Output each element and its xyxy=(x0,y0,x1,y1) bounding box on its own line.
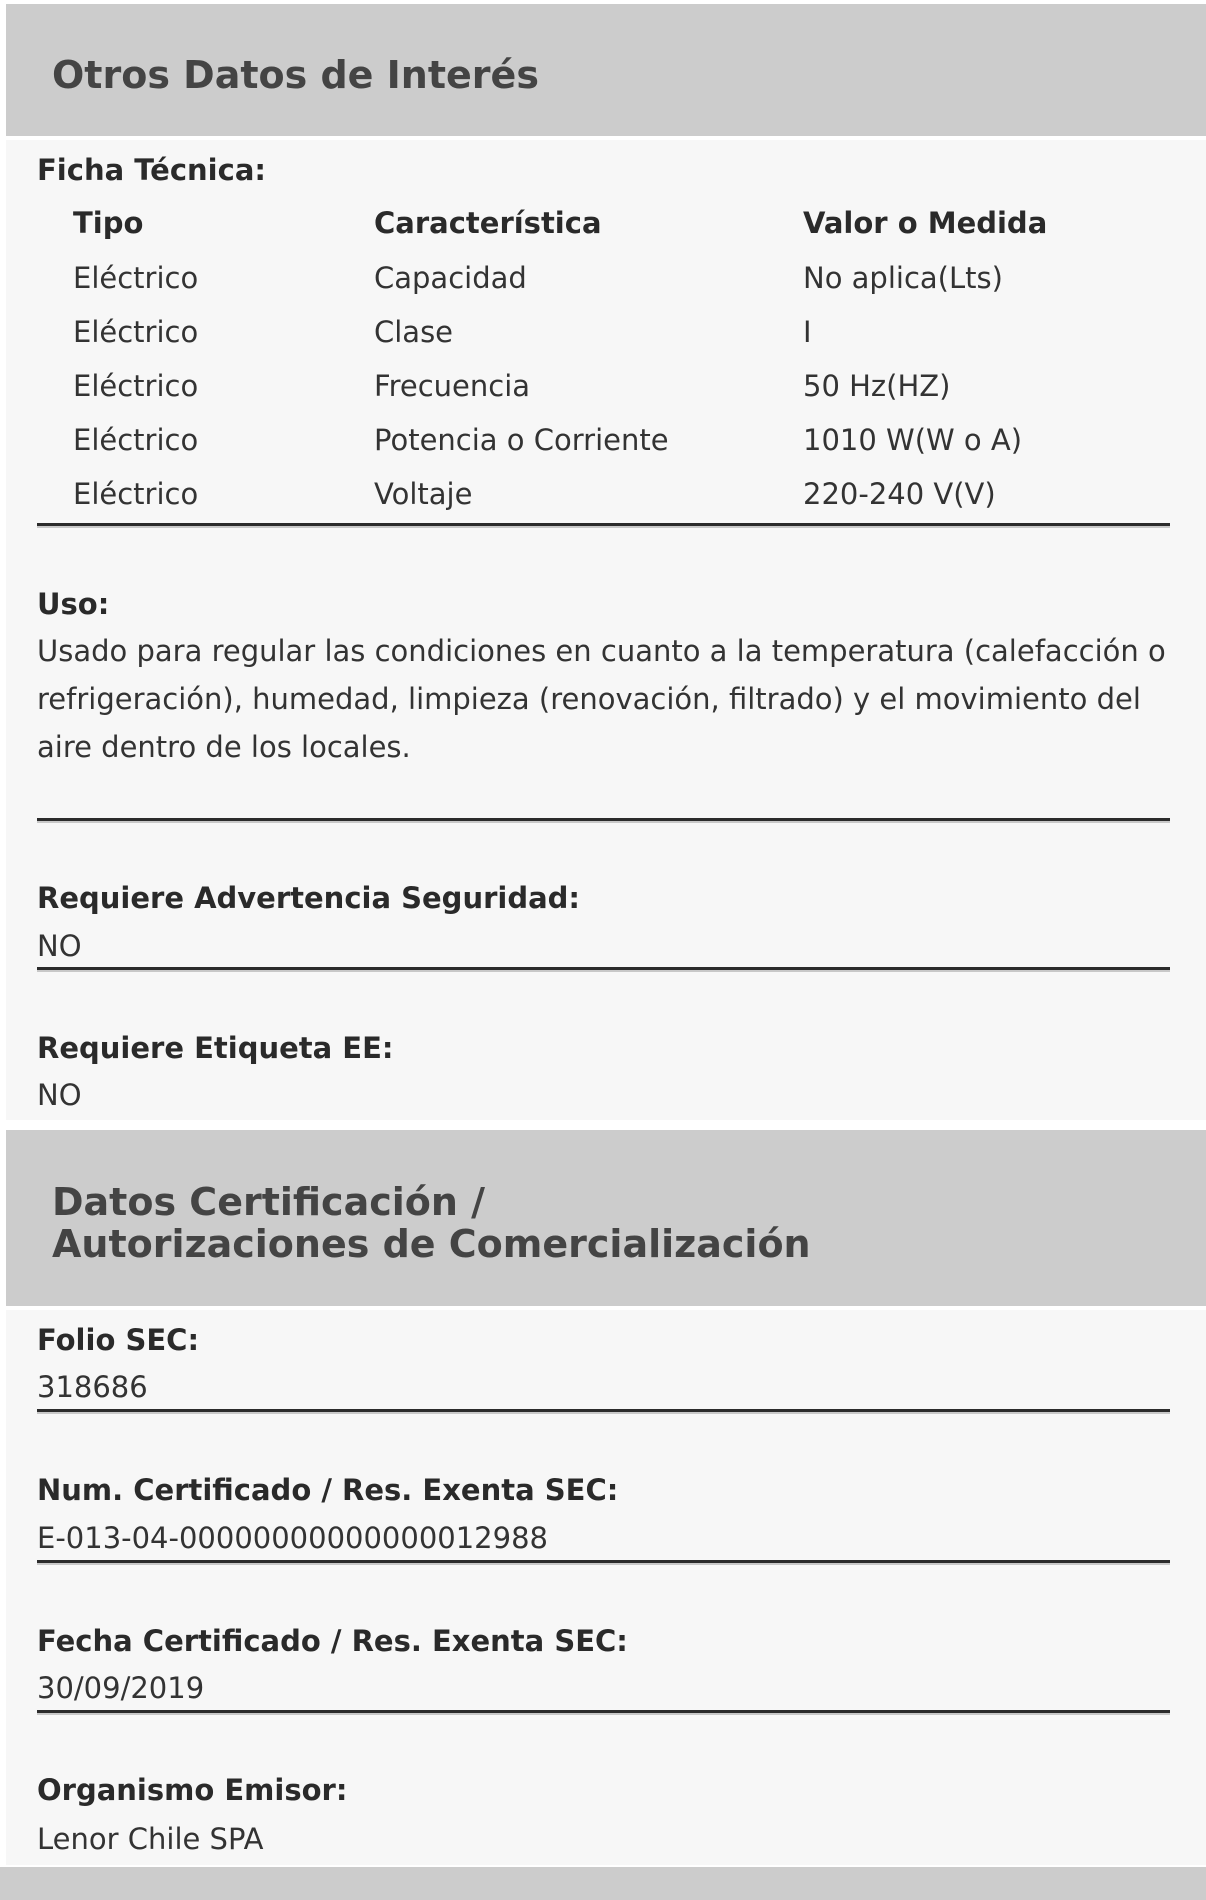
divider xyxy=(37,1409,1170,1412)
cell-valor: No aplica(Lts) xyxy=(803,261,1003,295)
advertencia-label: Requiere Advertencia Seguridad: xyxy=(37,881,581,915)
section-header-otros-datos xyxy=(6,4,1206,136)
divider xyxy=(37,818,1170,821)
cell-tipo: Eléctrico xyxy=(73,423,199,457)
section-title-line2: Autorizaciones de Comercialización xyxy=(52,1222,811,1266)
uso-text: Usado para regular las condiciones en cuanto a la temperatura (calefacción o refrigeración), humedad, limpieza (renovación, filtrado) y el movimiento del aire dentro de los locales. xyxy=(37,634,1166,764)
uso-label: Uso: xyxy=(37,587,110,621)
section-title: Otros Datos de Interés xyxy=(52,53,539,97)
cell-caracteristica: Clase xyxy=(374,315,454,349)
organismo-emisor-value: Lenor Chile SPA xyxy=(37,1822,264,1856)
cell-valor: 220-240 V(V) xyxy=(803,477,996,511)
advertencia-value: NO xyxy=(37,929,82,963)
cell-caracteristica: Capacidad xyxy=(374,261,527,295)
etiqueta-label: Requiere Etiqueta EE: xyxy=(37,1031,394,1065)
fecha-certificado-value: 30/09/2019 xyxy=(37,1671,205,1705)
cell-valor: 1010 W(W o A) xyxy=(803,423,1023,457)
folio-label: Folio SEC: xyxy=(37,1323,200,1357)
divider xyxy=(37,967,1170,970)
num-certificado-value: E-013-04-00000000000000012988 xyxy=(37,1521,548,1555)
next-section-header xyxy=(0,1867,1206,1900)
ficha-tecnica-label: Ficha Técnica: xyxy=(37,153,266,187)
cell-tipo: Eléctrico xyxy=(73,261,199,295)
divider xyxy=(37,1710,1170,1713)
cell-tipo: Eléctrico xyxy=(73,369,199,403)
cell-caracteristica: Potencia o Corriente xyxy=(374,423,669,457)
num-certificado-label: Num. Certificado / Res. Exenta SEC: xyxy=(37,1473,619,1507)
section-title-line1: Datos Certificación / xyxy=(52,1180,486,1224)
etiqueta-value: NO xyxy=(37,1078,82,1112)
cell-caracteristica: Voltaje xyxy=(374,477,473,511)
divider xyxy=(37,1560,1170,1563)
cell-caracteristica: Frecuencia xyxy=(374,369,531,403)
table-header-valor: Valor o Medida xyxy=(803,206,1048,240)
cell-tipo: Eléctrico xyxy=(73,315,199,349)
section-header-certificacion xyxy=(6,1130,1206,1306)
table-header-tipo: Tipo xyxy=(73,206,144,240)
cell-tipo: Eléctrico xyxy=(73,477,199,511)
table-header-caracteristica: Característica xyxy=(374,206,602,240)
fecha-certificado-label: Fecha Certificado / Res. Exenta SEC: xyxy=(37,1624,628,1658)
cell-valor: I xyxy=(803,315,812,349)
folio-value: 318686 xyxy=(37,1370,148,1404)
cell-valor: 50 Hz(HZ) xyxy=(803,369,951,403)
organismo-emisor-label: Organismo Emisor: xyxy=(37,1773,348,1807)
divider xyxy=(37,523,1170,526)
